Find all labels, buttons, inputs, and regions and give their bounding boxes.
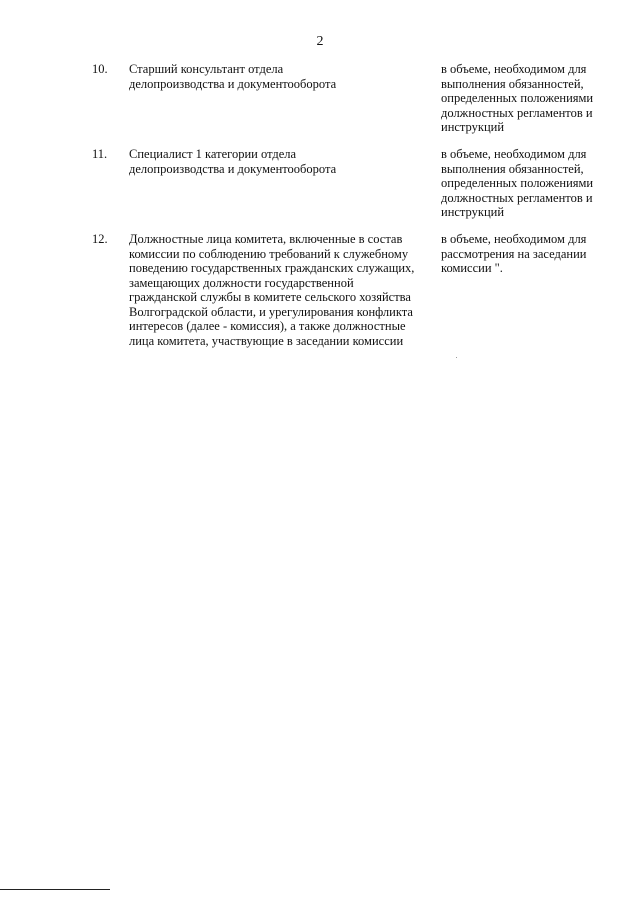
text-line: в объеме, необходимом для: [441, 147, 587, 161]
text-line: определенных положениями: [441, 176, 594, 190]
row-number: 11.: [92, 147, 108, 161]
text-line: поведению государственных гражданских служащих,: [129, 261, 415, 275]
position-description: [129, 147, 429, 176]
access-scope: [441, 62, 611, 135]
access-scope: [441, 147, 611, 220]
text-line: инструкций: [441, 205, 505, 219]
text-line: рассмотрения на заседании: [441, 246, 587, 261]
text-line: инструкций: [441, 120, 505, 134]
scan-speck: [456, 357, 457, 358]
text-line: в объеме, необходимом для: [441, 62, 587, 76]
text-line: должностных регламентов и: [441, 190, 593, 205]
row-number: 10.: [92, 62, 108, 76]
text-line: Старший консультант отдела: [129, 62, 284, 76]
text-line: Должностные лица комитета, включенные в состав: [129, 232, 403, 246]
access-scope: [441, 232, 611, 276]
row-number: 12.: [92, 232, 108, 246]
text-line: должностных регламентов и: [441, 105, 593, 120]
text-line: делопроизводства и документооборота: [129, 161, 337, 176]
text-line: в объеме, необходимом для: [441, 232, 587, 246]
text-line: Волгоградской области, и урегулирования конфликта: [129, 304, 413, 319]
text-line: замещающих должности государственной: [129, 275, 354, 290]
text-line: выполнения обязанностей,: [441, 76, 584, 91]
text-line: интересов (далее - комиссия), а также должностные: [129, 319, 406, 333]
text-line: делопроизводства и документооборота: [129, 76, 337, 91]
position-description: [129, 62, 429, 91]
text-line: гражданской службы в комитете сельского хозяйства: [129, 290, 411, 304]
footnote-rule: [0, 889, 110, 890]
text-line: комиссии ".: [441, 261, 503, 275]
text-line: определенных положениями: [441, 91, 594, 105]
text-line: выполнения обязанностей,: [441, 161, 584, 176]
text-line: лица комитета, участвующие в заседании комиссии: [129, 333, 404, 348]
text-line: комиссии по соблюдению требований к служебному: [129, 246, 409, 261]
page-number: 2: [316, 34, 324, 49]
position-description: [129, 232, 429, 348]
text-line: Специалист 1 категории отдела: [129, 147, 297, 161]
